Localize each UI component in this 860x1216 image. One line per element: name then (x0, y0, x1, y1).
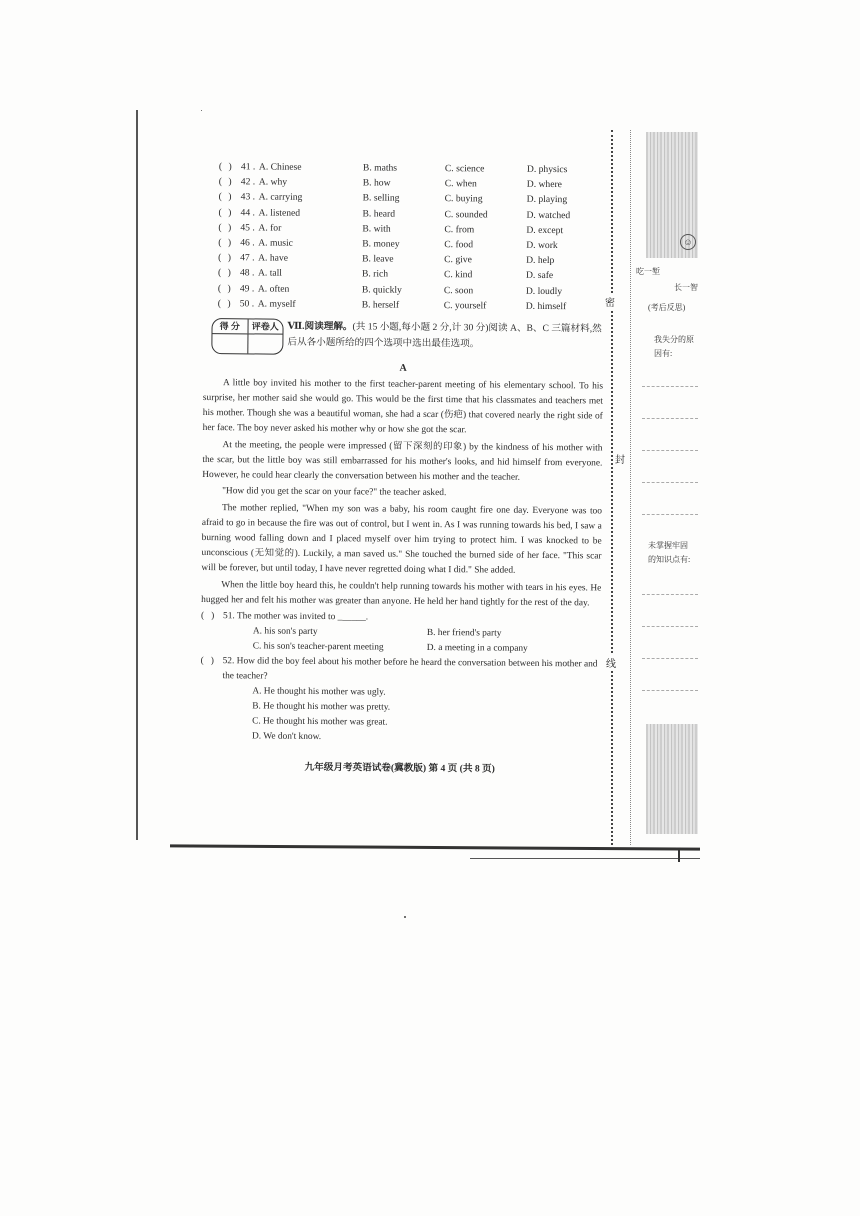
option-b: B. money (362, 238, 400, 250)
option-c: C. kind (443, 269, 473, 281)
question-number: 41 (240, 161, 251, 173)
answer-blank[interactable]: ( ) (218, 252, 231, 264)
sidebar-line: 长一智 (674, 283, 698, 292)
binding-char-xian: 线 (606, 654, 616, 671)
page-edge (136, 110, 138, 840)
option-b: B. herself (361, 299, 400, 311)
write-line (642, 658, 698, 659)
choice: B. He thought his mother was pretty. (252, 701, 391, 713)
question-stem: How did the boy feel about his mother before he heard the conversation between his mother and the teacher? (222, 656, 598, 682)
option-c: C. when (444, 178, 477, 190)
dust-speck (201, 110, 202, 111)
score-label: 得 分 (212, 319, 248, 333)
option-row: ( ) 50 . A. myself B. herself C. yourself D. himself (217, 297, 567, 312)
option-row: ( ) 47 . A. have B. leave C. give D. help (218, 252, 555, 267)
passage-paragraph: A little boy invited his mother to the first teacher-parent meeting of his elementary school. To his surprise, her mother said she would go. This would be the first time that his classmates and teachers met his mother. Though she was a beautiful woman, she had a scar (伤疤) that covered nearly the right side of her face. The boy never asked his mother why or how she got the scar. (202, 378, 604, 436)
option-row: ( ) 46 . A. music B. money C. food D. work (218, 237, 558, 252)
question-52 (200, 654, 600, 687)
option-c: C. yourself (443, 299, 487, 312)
passage-paragraph: At the meeting, the people were impressed (留下深刻的印象) by the kindness of his mother with the scar, but the little boy was still embarrassed for his mother's looks, and hid himself from everyone. However, he could hear clearly the conversation between his mother and the teacher. (202, 439, 603, 483)
dust-speck (404, 916, 406, 918)
choice: A. his son's party (252, 626, 318, 637)
option-row: ( ) 43 . A. carrying B. selling C. buying D. playing (218, 191, 568, 206)
answer-blank[interactable]: ( ) (218, 191, 232, 203)
option-a: A. why (258, 176, 288, 188)
choice: D. a meeting in a company (426, 642, 528, 654)
option-a: A. often (257, 282, 290, 295)
bottom-rule-thin (470, 858, 700, 859)
answer-blank[interactable]: ( ) (218, 221, 232, 233)
answer-blank[interactable]: ( ) (200, 655, 214, 667)
grader-label: 评卷人 (251, 321, 279, 332)
passage-paragraph: The mother replied, "When my son was a baby, his room caught fire one day. Everyone was too afraid to go in because the fire was out of control, but I went in. As I was running towards his bed, I saw a burning wood falling down and I placed myself over him trying to protect him. I was knocked to be unconscious (无知觉的). Luckily, a man saved us." She touched the burned side of her face. "This scar will be forever, but until today, I have never regretted doing what I did." She added. (201, 502, 602, 577)
question-number: 52. (222, 656, 235, 667)
bottom-tick (678, 848, 680, 862)
sidebar-line: 未掌握牢固 (648, 541, 688, 550)
answer-blank[interactable]: ( ) (218, 237, 232, 249)
option-a: A. tall (257, 267, 283, 279)
option-row: ( ) 48 . A. tall B. rich C. kind D. safe (217, 267, 554, 282)
passage-paragraph: "How did you get the scar on your face?" the teacher asked. (222, 486, 447, 499)
option-row: ( ) 49 . A. often B. quickly C. soon D. loudly (217, 282, 563, 297)
option-c: C. science (444, 163, 485, 175)
option-b: B. how (362, 177, 391, 189)
write-line (642, 418, 698, 419)
option-row: ( ) 42 . A. why B. how C. when D. where (218, 176, 563, 191)
option-c: C. give (444, 254, 472, 266)
write-line (642, 450, 698, 451)
answer-blank[interactable]: ( ) (218, 161, 232, 173)
reflection-sidebar (634, 130, 706, 845)
option-b: B. heard (362, 207, 396, 220)
question-number: 44 (240, 206, 251, 218)
cloze-options (204, 160, 605, 315)
option-d: D. physics (526, 163, 568, 176)
question-number: 49 (239, 282, 250, 294)
sidebar-line: (考后反思) (648, 303, 686, 312)
answer-blank[interactable]: ( ) (217, 282, 231, 294)
option-d: D. himself (525, 300, 567, 312)
question-number: 46 (240, 237, 250, 249)
option-a: A. for (258, 222, 282, 234)
sidebar-line: 因有: (654, 349, 673, 358)
option-c: C. from (444, 223, 475, 236)
answer-blank[interactable]: ( ) (200, 610, 215, 622)
choice: A. He thought his mother was ugly. (252, 686, 386, 698)
passage-label: A (399, 362, 407, 374)
question-number: 47 (240, 252, 250, 264)
option-d: D. loudly (525, 285, 563, 297)
option-d: D. safe (525, 270, 554, 282)
binding-char-feng: 封 (615, 450, 625, 467)
option-row: ( ) 45 . A. for B. with C. from D. except (218, 221, 564, 236)
write-line (642, 482, 698, 483)
answer-blank[interactable]: ( ) (217, 267, 231, 279)
option-d: D. watched (526, 209, 571, 221)
option-d: D. help (526, 254, 555, 267)
smiley-icon: ☺ (680, 234, 696, 250)
option-a: A. listened (258, 207, 301, 219)
scan-noise (646, 724, 698, 834)
answer-blank[interactable]: ( ) (217, 297, 231, 309)
option-b: B. selling (362, 192, 400, 205)
sidebar-line: 的知识点有: (648, 555, 691, 564)
option-b: B. with (362, 223, 391, 235)
option-d: D. except (526, 224, 564, 236)
option-c: C. sounded (444, 208, 488, 221)
section-numeral: Ⅶ. (287, 320, 305, 332)
passage-paragraph: When the little boy heard this, he couldn't help running towards his mother with tears in his eyes. He hugged her and felt his mother was greater than anyone. He held her hand tightly for the rest of the day. (201, 579, 602, 609)
question-stem: The mother was invited to ______. (236, 611, 369, 623)
bottom-rule (170, 844, 700, 850)
write-line (642, 626, 698, 627)
binding-line-inner (630, 130, 631, 845)
write-line (642, 514, 698, 515)
option-row: ( ) 44 . A. listened B. heard C. sounded D. watched (218, 206, 571, 221)
question-number: 42 (240, 176, 251, 188)
option-b: B. rich (361, 268, 389, 280)
option-d: D. work (526, 239, 558, 252)
score-box (211, 318, 283, 355)
section-instructions: (共 15 小题,每小题 2 分,计 30 分)阅读 A、B、C 三篇材料,然后从各小题所给的四个选项中选出最佳选项。 (287, 321, 602, 350)
section-title (287, 319, 603, 354)
option-d: D. playing (526, 194, 568, 206)
choice: D. We don't know. (251, 731, 322, 742)
question-number: 43 (240, 191, 251, 203)
option-a: A. myself (257, 298, 296, 310)
option-b: B. maths (362, 162, 398, 174)
question-number: 50 (239, 297, 250, 310)
option-c: C. food (444, 239, 474, 251)
sidebar-line: 我失分的原 (654, 335, 694, 344)
option-c: C. soon (443, 284, 474, 296)
option-a: A. carrying (258, 191, 303, 204)
option-d: D. where (526, 178, 563, 191)
answer-blank[interactable]: ( ) (218, 206, 232, 218)
page-footer: 九年级月考英语试卷(冀教版) 第 4 页 (共 8 页) (304, 761, 495, 775)
option-c: C. buying (444, 193, 483, 205)
choice: B. her friend's party (426, 627, 502, 639)
option-b: B. quickly (361, 283, 402, 296)
section-header (203, 318, 603, 359)
write-line (642, 594, 698, 595)
choice: C. He thought his mother was great. (252, 716, 388, 728)
sidebar-line: 吃一堑 (636, 267, 660, 276)
option-row: ( ) 41 . A. Chinese B. maths C. science D. physics (218, 161, 568, 176)
question-number: 51. (222, 611, 235, 622)
binding-char-mi: 密 (605, 293, 615, 310)
answer-blank[interactable]: ( ) (218, 176, 232, 188)
option-a: A. have (258, 252, 289, 264)
exam-content (200, 160, 605, 777)
section-name: 阅读理解。 (304, 320, 353, 333)
option-a: A. music (258, 237, 293, 249)
write-line (642, 386, 698, 387)
option-a: A. Chinese (258, 161, 302, 173)
option-b: B. leave (362, 253, 394, 265)
write-line (642, 690, 698, 691)
choice: C. his son's teacher-parent meeting (252, 641, 384, 653)
question-number: 48 (239, 267, 250, 279)
question-number: 45 (240, 222, 251, 234)
binding-line (611, 130, 613, 845)
